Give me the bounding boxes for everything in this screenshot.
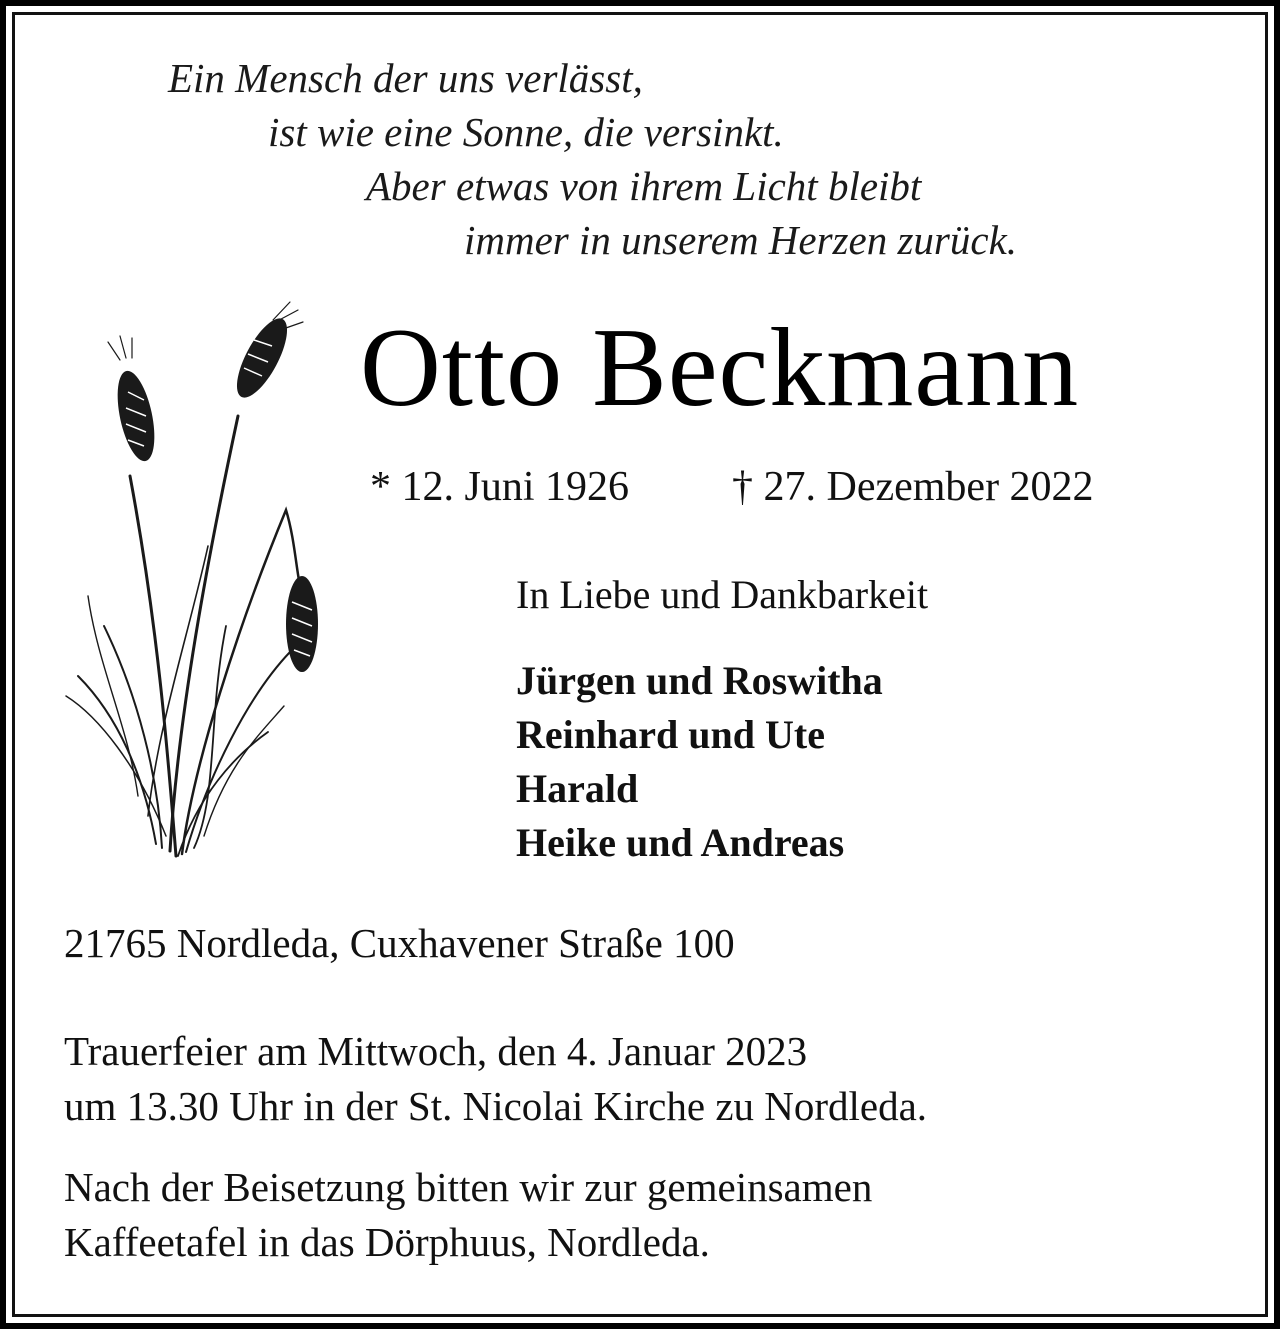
service-line-2: um 13.30 Uhr in der St. Nicolai Kirche zu Nordleda. xyxy=(64,1083,928,1129)
reception-line-1: Nach der Beisetzung bitten wir zur gemeinsamen xyxy=(64,1164,873,1210)
mourner-name: Jürgen und Roswitha xyxy=(516,658,883,703)
mourner-name: Heike und Andreas xyxy=(516,820,845,865)
death-date: † 27. Dezember 2022 xyxy=(732,464,1094,510)
mourners-list xyxy=(516,654,883,870)
mourner-name: Reinhard und Ute xyxy=(516,712,825,757)
reception-line-2: Kaffeetafel in das Dörphuus, Nordleda. xyxy=(64,1219,710,1265)
wheat-icon xyxy=(58,296,328,866)
deceased-name: Otto Beckmann xyxy=(360,306,1080,430)
service-line-1: Trauerfeier am Mittwoch, den 4. Januar 2023 xyxy=(64,1028,808,1074)
poem-line-4: immer in unserem Herzen zurück. xyxy=(464,217,1018,263)
mourners-intro: In Liebe und Dankbarkeit xyxy=(516,572,929,617)
poem-line-1: Ein Mensch der uns verlässt, xyxy=(168,55,643,101)
address: 21765 Nordleda, Cuxhavener Straße 100 xyxy=(64,920,735,966)
mourner-name: Harald xyxy=(516,766,639,811)
birth-date: * 12. Juni 1926 xyxy=(370,464,630,510)
poem-line-2: ist wie eine Sonne, die versinkt. xyxy=(268,109,784,155)
poem-line-3: Aber etwas von ihrem Licht bleibt xyxy=(366,163,922,209)
